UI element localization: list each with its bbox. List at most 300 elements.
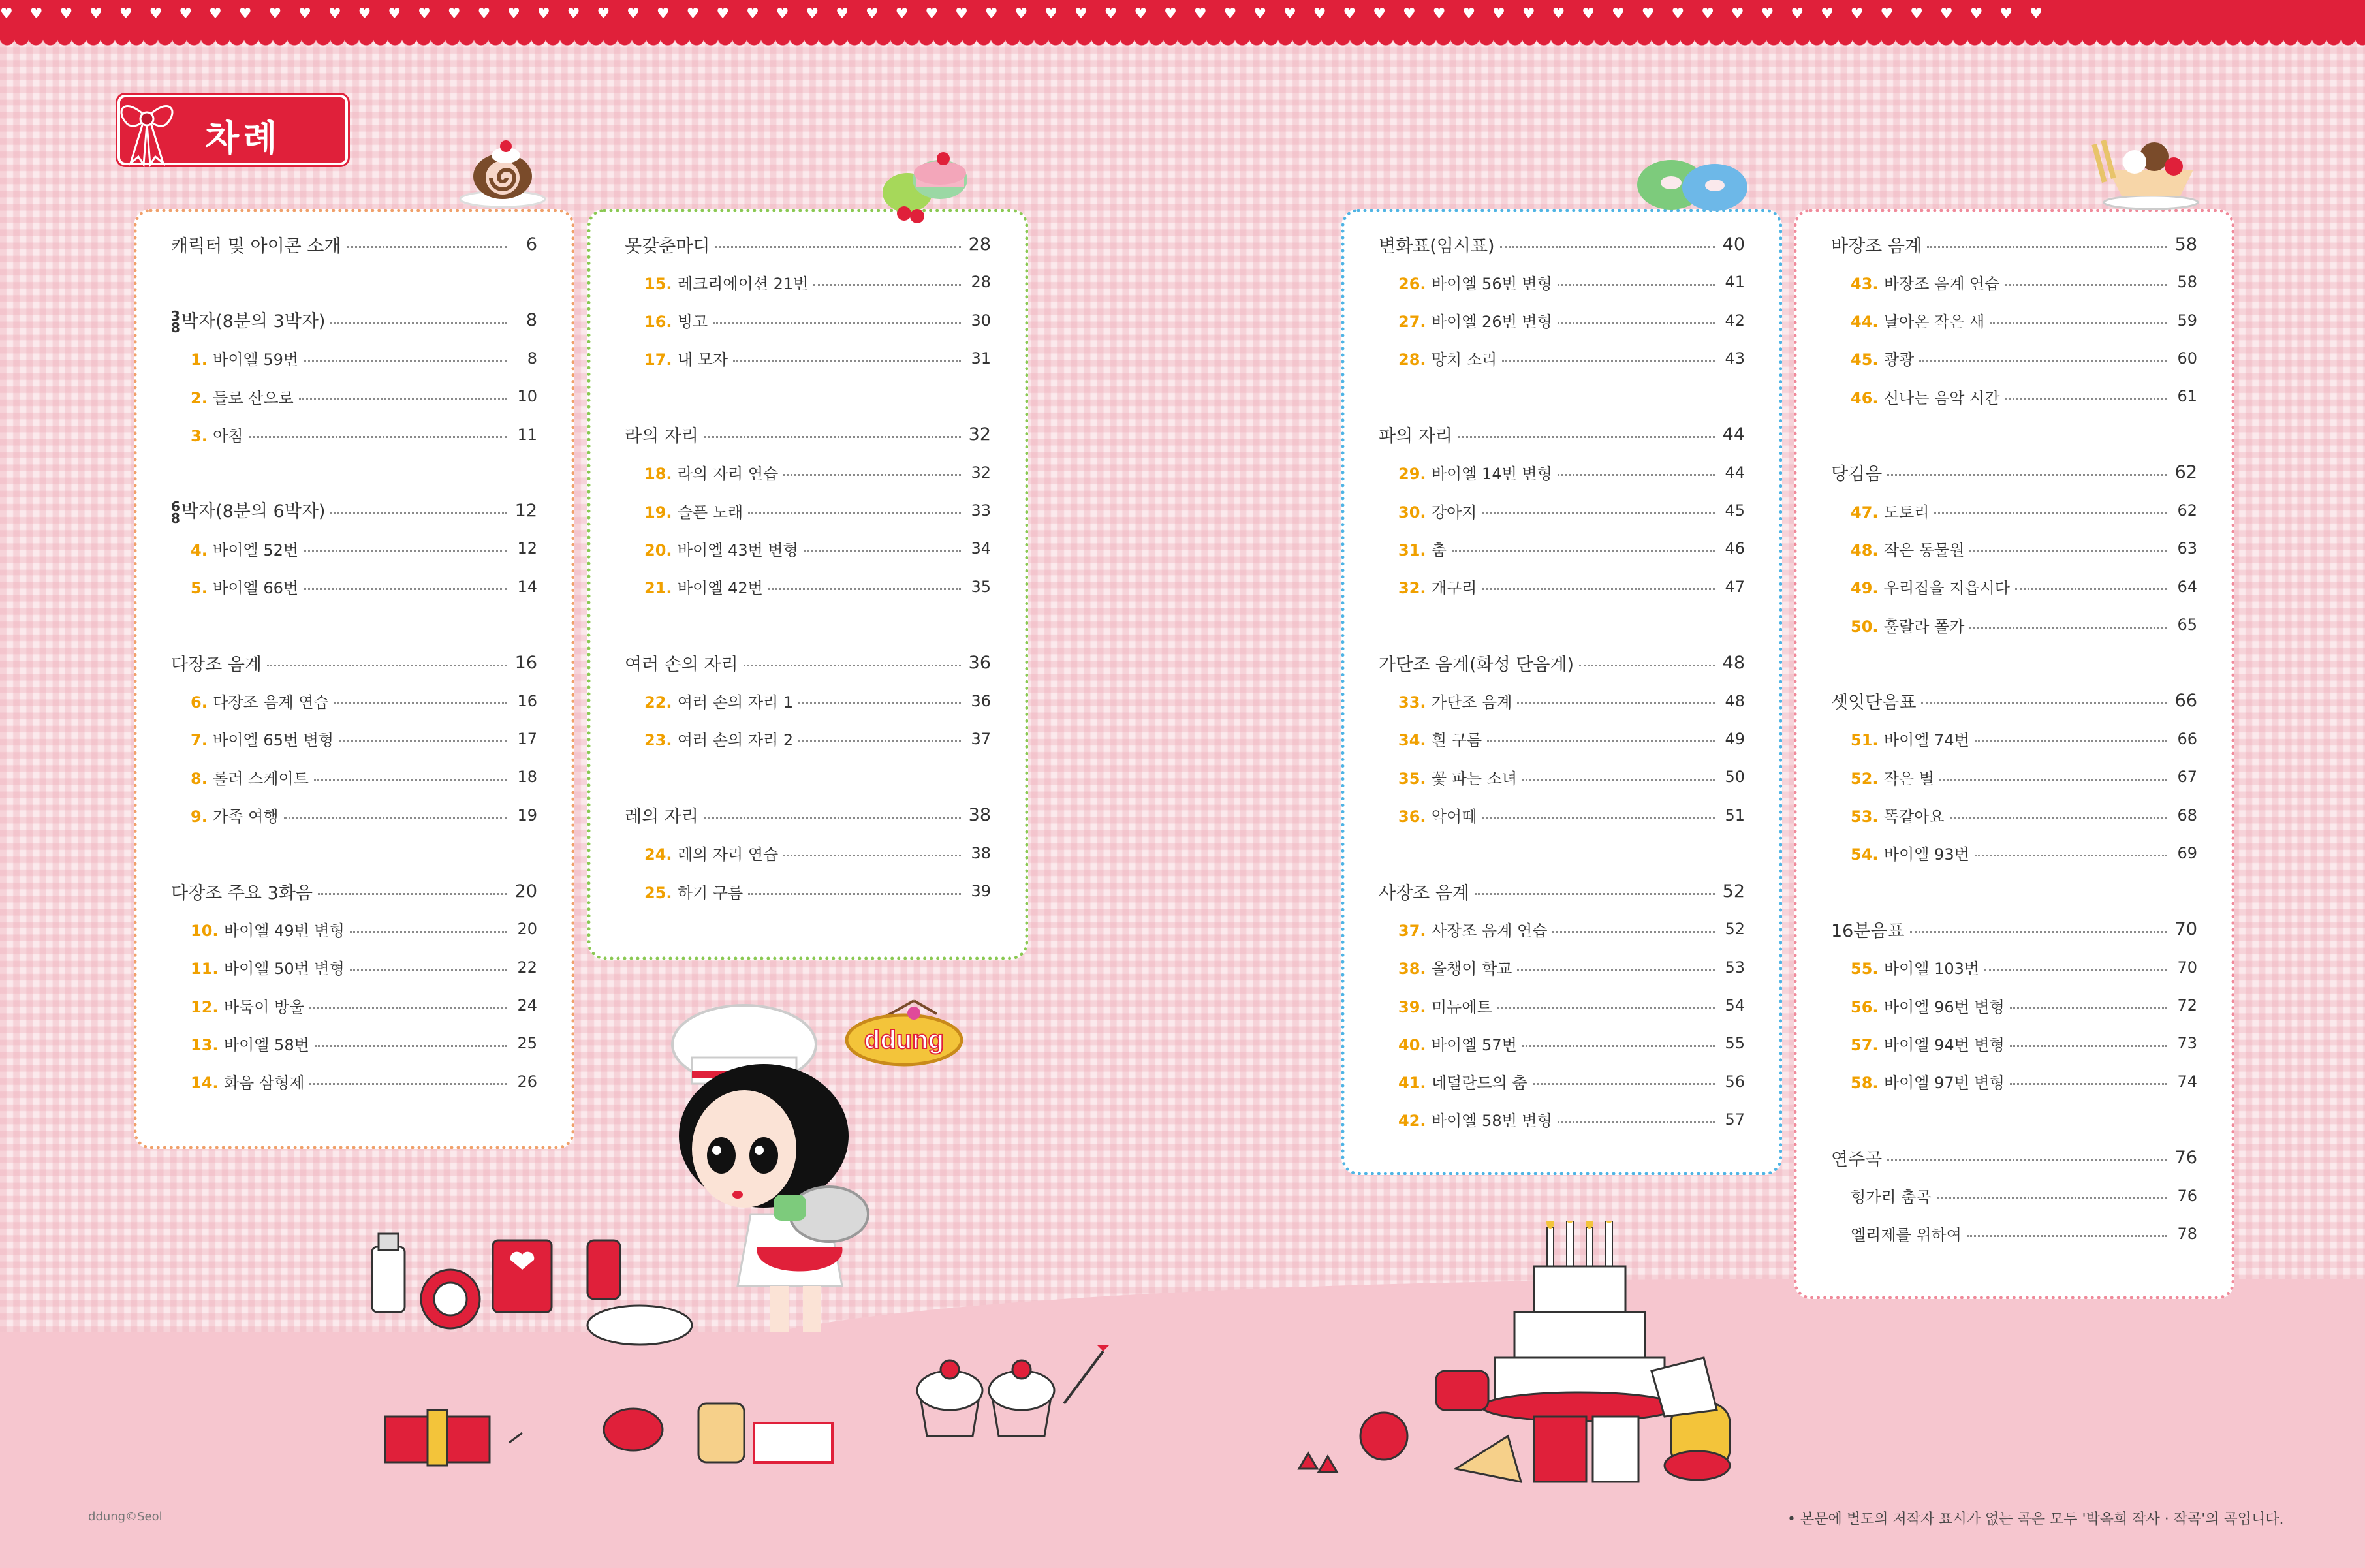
toc-label	[1851, 499, 1929, 522]
footnote: • 본문에 별도의 저작자 표시가 없는 곡은 모두 '박옥희 작사 · 작곡'의 곡입니다.	[1787, 1511, 2284, 1528]
toc-title: 날아온 작은 새	[1883, 313, 1985, 332]
page-number: 76	[2174, 1147, 2197, 1168]
toc-title: 똑같아요	[1883, 808, 1945, 826]
page-number: 26	[517, 1072, 537, 1091]
leader-dots	[1939, 779, 2167, 781]
toc-number: 26.	[1398, 274, 1432, 293]
toc-entry[interactable]	[1398, 728, 1745, 750]
leader-dots	[1517, 969, 1715, 971]
toc-section-heading[interactable]	[1831, 233, 2197, 255]
leader-dots	[1969, 627, 2167, 629]
toc-entry[interactable]	[1398, 309, 1745, 332]
toc-title: 못갖춘마디	[625, 236, 710, 257]
page-number: 59	[2177, 311, 2197, 330]
toc-number: 49.	[1851, 579, 1884, 598]
toc-label	[1831, 917, 1905, 942]
toc-label	[1851, 385, 1999, 408]
toc-entry[interactable]	[191, 385, 537, 407]
page-number: 20	[514, 881, 537, 902]
toc-number: 40.	[1398, 1035, 1432, 1054]
toc-entry[interactable]	[191, 1071, 537, 1093]
toc-label	[191, 575, 298, 598]
toc-entry[interactable]	[1398, 576, 1745, 598]
toc-label	[171, 879, 313, 904]
page-number: 72	[2177, 996, 2197, 1014]
toc-number: 9.	[191, 808, 213, 826]
toc-number: 37.	[1398, 921, 1432, 940]
toc-label	[644, 271, 808, 294]
leader-dots	[330, 322, 507, 324]
leader-dots	[267, 665, 507, 666]
toc-title: 박자(8분의 6박자)	[181, 501, 326, 522]
page-number: 32	[971, 463, 991, 482]
toc-section-heading[interactable]	[171, 233, 537, 255]
toc-entry[interactable]	[1851, 499, 2197, 522]
leader-dots	[315, 1045, 507, 1047]
toc-title: 가단조 음계	[1431, 693, 1512, 712]
toc-label	[1398, 727, 1482, 750]
toc-entry[interactable]	[1851, 347, 2197, 369]
page-number: 35	[971, 577, 991, 596]
toc-label	[625, 650, 738, 676]
toc-label	[644, 727, 793, 750]
toc-entry[interactable]	[1398, 462, 1745, 484]
page-number: 56	[1725, 1072, 1745, 1091]
toc-title: 바이엘 96번 변형	[1883, 997, 2005, 1016]
toc-section-heading[interactable]	[1831, 918, 2197, 940]
toc-title: 가족 여행	[213, 808, 279, 826]
toc-label	[1851, 537, 1964, 560]
toc-label	[1851, 994, 2005, 1017]
toc-number: 4.	[191, 541, 213, 559]
toc-section-heading[interactable]	[1831, 1146, 2197, 1168]
toc-entry[interactable]	[1851, 1071, 2197, 1093]
leader-dots	[304, 588, 507, 590]
toc-label	[1851, 804, 1945, 826]
toc-entry[interactable]	[644, 880, 991, 902]
page-number: 68	[2177, 806, 2197, 824]
toc-entry[interactable]	[1398, 690, 1745, 712]
leader-dots	[748, 893, 961, 895]
toc-entry[interactable]	[191, 766, 537, 788]
page-number: 62	[2177, 501, 2197, 520]
page-number: 48	[1725, 691, 1745, 710]
toc-entry[interactable]	[644, 842, 991, 864]
toc-entry[interactable]	[1398, 347, 1745, 369]
toc-entry[interactable]	[644, 347, 991, 369]
toc-entry[interactable]	[1851, 1032, 2197, 1054]
toc-title: 바이엘 103번	[1883, 960, 1980, 979]
leader-dots	[1558, 474, 1715, 476]
page-number: 24	[517, 996, 537, 1014]
toc-entry[interactable]	[1851, 766, 2197, 788]
leader-dots	[744, 665, 961, 666]
toc-number: 17.	[644, 351, 678, 369]
toc-label	[191, 1032, 309, 1055]
macaron-icon	[878, 140, 976, 225]
page-number: 32	[968, 424, 991, 445]
toc-label	[1398, 347, 1497, 369]
page-number: 38	[971, 843, 991, 862]
toc-number: 56.	[1851, 997, 1884, 1016]
toc-label	[1851, 1070, 2005, 1093]
toc-label	[644, 347, 728, 369]
leader-dots	[813, 284, 961, 286]
toc-label	[171, 232, 341, 257]
page-number: 14	[517, 577, 537, 596]
page-number: 28	[971, 273, 991, 292]
copyright: ddung©Seol	[88, 1510, 163, 1524]
toc-entry[interactable]	[191, 576, 537, 598]
leader-dots	[1522, 1045, 1715, 1047]
toc-title: 캐릭터 및 아이콘 소개	[171, 236, 341, 257]
toc-label	[191, 727, 334, 750]
toc-entry[interactable]	[644, 690, 991, 712]
toc-title: 바이엘 74번	[1883, 731, 1969, 750]
leader-dots	[715, 246, 961, 248]
leader-dots	[1975, 855, 2167, 856]
toc-number: 39.	[1398, 997, 1432, 1016]
toc-title: 바이엘 42번	[677, 579, 763, 598]
toc-title: 우리집을 지읍시다	[1883, 579, 2010, 598]
toc-section-heading[interactable]	[1379, 651, 1745, 674]
toc-entry[interactable]	[1398, 499, 1745, 522]
toc-title: 슬픈 노래	[677, 503, 744, 522]
toc-title: 파의 자리	[1379, 426, 1452, 447]
toc-title: 내 모자	[677, 351, 728, 369]
page-number: 52	[1725, 920, 1745, 939]
page-number: 63	[2177, 539, 2197, 558]
toc-entry[interactable]	[1398, 956, 1745, 979]
toc-panel-4	[1794, 209, 2234, 1299]
toc-title: 셋잇단음표	[1831, 693, 1917, 713]
leader-dots	[1558, 1121, 1715, 1123]
toc-entry[interactable]	[191, 956, 537, 979]
page-number: 36	[971, 691, 991, 710]
toc-entry[interactable]	[644, 499, 991, 522]
toc-label	[191, 385, 294, 408]
toc-title: 다장조 음계 연습	[213, 693, 329, 712]
toc-entry[interactable]	[644, 462, 991, 484]
toc-entry[interactable]	[191, 994, 537, 1016]
leader-dots	[304, 360, 507, 362]
toc-title: 바이엘 43번 변형	[677, 541, 798, 559]
toc-title: 롤러 스케이트	[213, 769, 309, 788]
toc-label	[1398, 804, 1477, 826]
toc-title: 도토리	[1883, 503, 1930, 522]
page-number: 78	[2177, 1224, 2197, 1243]
toc-number: 1.	[191, 351, 213, 369]
toc-label	[1379, 650, 1574, 676]
page-number: 44	[1722, 424, 1745, 445]
toc-section-heading[interactable]	[171, 880, 537, 902]
toc-title: 변화표(임시표)	[1379, 236, 1495, 257]
toc-number: 45.	[1851, 351, 1884, 369]
toc-label	[191, 689, 329, 712]
page-number: 69	[2177, 843, 2197, 862]
toc-label	[1851, 956, 1979, 979]
toc-title: 신나는 음악 시간	[1883, 388, 2000, 407]
toc-title: 아침	[213, 427, 243, 445]
toc-entry[interactable]	[1398, 918, 1745, 940]
leader-dots	[1502, 360, 1715, 362]
toc-number: 31.	[1398, 541, 1432, 559]
toc-entry[interactable]	[1398, 994, 1745, 1016]
toc-label	[644, 537, 798, 560]
toc-label	[1398, 956, 1512, 979]
page-number: 74	[2177, 1072, 2197, 1091]
page-number: 30	[971, 311, 991, 330]
page-number: 50	[1725, 768, 1745, 787]
leader-dots	[1927, 246, 2167, 248]
toc-number: 19.	[644, 503, 678, 522]
leader-dots	[1887, 1159, 2167, 1161]
page-number: 6	[525, 234, 537, 255]
time-signature-top: 3	[171, 308, 180, 324]
toc-title: 바이엘 58번	[223, 1035, 309, 1054]
toc-entry[interactable]	[1851, 1185, 2197, 1207]
toc-entry[interactable]	[1398, 1108, 1745, 1131]
toc-title: 바이엘 58번 변형	[1431, 1112, 1552, 1131]
page-number: 42	[1725, 311, 1745, 330]
toc-number: 46.	[1851, 388, 1884, 407]
page-number: 66	[2177, 729, 2197, 748]
page-number: 70	[2177, 958, 2197, 977]
toc-label	[1851, 271, 1999, 294]
toc-title: 라의 자리	[625, 426, 698, 447]
page-number: 28	[968, 234, 991, 255]
page-number: 76	[2177, 1186, 2197, 1205]
toc-title: 바이엘 52번	[213, 541, 299, 559]
page-number: 34	[971, 539, 991, 558]
toc-section-heading[interactable]	[1831, 462, 2197, 484]
toc-entry[interactable]	[1851, 728, 2197, 750]
leader-dots	[1552, 931, 1715, 933]
toc-title: 당김음	[1831, 464, 1883, 485]
toc-label	[191, 347, 298, 369]
toc-title: 바이엘 59번	[213, 351, 299, 369]
toc-number: 16.	[644, 313, 678, 332]
leader-dots	[1950, 817, 2167, 819]
leader-dots	[748, 512, 961, 514]
toc-entry[interactable]	[1851, 385, 2197, 407]
page-number: 62	[2174, 462, 2197, 483]
toc-number: 22.	[644, 693, 678, 712]
toc-label	[1851, 614, 1964, 636]
toc-entry[interactable]	[1851, 842, 2197, 864]
toc-entry[interactable]	[191, 347, 537, 369]
toc-entry[interactable]	[644, 576, 991, 598]
toc-number: 38.	[1398, 960, 1432, 979]
toc-entry[interactable]	[1851, 956, 2197, 979]
leader-dots	[347, 246, 508, 248]
toc-section-heading[interactable]	[171, 651, 537, 674]
toc-entry[interactable]	[1851, 537, 2197, 559]
toc-number: 41.	[1398, 1074, 1432, 1093]
page-number: 45	[1725, 501, 1745, 520]
toc-label	[1398, 575, 1477, 598]
page-number: 16	[514, 652, 537, 673]
toc-label	[1398, 689, 1512, 712]
leader-dots	[1522, 779, 1715, 781]
toc-section-heading[interactable]	[625, 651, 991, 674]
leader-dots	[2010, 1045, 2167, 1047]
toc-label	[1398, 537, 1447, 560]
page-number: 36	[968, 652, 991, 673]
toc-label	[1851, 766, 1934, 789]
toc-number: 48.	[1851, 541, 1884, 559]
leader-dots	[1500, 246, 1715, 248]
leader-dots	[704, 817, 961, 819]
toc-section-heading[interactable]	[1379, 880, 1745, 902]
toc-entry[interactable]	[644, 309, 991, 332]
toc-entry[interactable]	[1398, 537, 1745, 559]
toc-label	[1379, 232, 1495, 257]
page-number: 48	[1722, 652, 1745, 673]
toc-section-heading[interactable]	[1831, 690, 2197, 712]
toc-entry[interactable]	[1398, 1071, 1745, 1093]
toc-entry[interactable]	[1398, 271, 1745, 293]
toc-label	[1398, 271, 1552, 294]
leader-dots	[1475, 893, 1715, 895]
toc-section-heading[interactable]	[171, 498, 537, 526]
toc-entry[interactable]	[644, 271, 991, 293]
toc-title: 바이엘 97번 변형	[1883, 1074, 2005, 1093]
toc-panel-2	[587, 209, 1028, 960]
toc-title: 바이엘 66번	[213, 579, 299, 598]
toc-title: 미뉴에트	[1431, 997, 1492, 1016]
page-number: 37	[971, 729, 991, 748]
toc-title: 레의 자리	[625, 807, 698, 827]
toc-number: 20.	[644, 541, 678, 559]
toc-title: 다장조 음계	[171, 654, 262, 675]
toc-section-heading[interactable]	[625, 804, 991, 826]
toc-section-heading[interactable]	[171, 308, 537, 336]
toc-label	[191, 804, 279, 826]
kitchen-props-left	[366, 1227, 888, 1475]
toc-number: 2.	[191, 388, 213, 407]
page-number: 55	[1725, 1034, 1745, 1053]
toc-number: 43.	[1851, 274, 1884, 293]
page-number: 43	[1725, 349, 1745, 368]
toc-title: 작은 동물원	[1883, 541, 1965, 559]
toc-label	[1379, 422, 1452, 447]
leader-dots	[704, 436, 961, 438]
leader-dots	[330, 512, 507, 514]
page-number: 31	[971, 349, 991, 368]
toc-entry[interactable]	[1851, 614, 2197, 636]
toc-entry[interactable]	[1398, 804, 1745, 826]
toc-entry[interactable]	[191, 728, 537, 750]
toc-number: 7.	[191, 731, 213, 750]
leader-dots	[339, 740, 507, 742]
toc-entry[interactable]	[191, 690, 537, 712]
toc-label	[644, 461, 778, 484]
toc-label	[1398, 309, 1552, 332]
toc-label	[1831, 460, 1882, 485]
toc-section-heading[interactable]	[1379, 233, 1745, 255]
page-number: 57	[1725, 1110, 1745, 1129]
toc-title: 쾅쾅	[1883, 351, 1915, 369]
toc-entry[interactable]	[191, 424, 537, 446]
leader-dots	[1558, 322, 1715, 324]
toc-entry[interactable]	[191, 1032, 537, 1054]
leader-dots	[309, 1083, 507, 1085]
toc-entry[interactable]	[191, 537, 537, 559]
toc-entry[interactable]	[1398, 1032, 1745, 1054]
toc-entry[interactable]	[1851, 309, 2197, 332]
toc-title: 레의 자리 연습	[677, 845, 779, 864]
toc-number: 55.	[1851, 960, 1884, 979]
toc-section-heading[interactable]	[625, 424, 991, 446]
ribbon-bow-icon	[111, 91, 183, 170]
toc-title: 망치 소리	[1431, 351, 1497, 369]
leader-dots	[350, 931, 507, 933]
leader-dots	[1533, 1083, 1715, 1085]
toc-title: 꽃 파는 소녀	[1431, 769, 1518, 788]
page-number: 33	[971, 501, 991, 520]
toc-entry[interactable]	[644, 728, 991, 750]
toc-number: 34.	[1398, 731, 1432, 750]
toc-label	[1379, 879, 1469, 904]
toc-label	[191, 918, 345, 941]
toc-entry[interactable]	[1851, 271, 2197, 293]
leader-dots	[1482, 817, 1715, 819]
toc-entry[interactable]	[191, 918, 537, 940]
toc-title: 16분음표	[1831, 920, 1905, 941]
toc-section-heading[interactable]	[625, 233, 991, 255]
lace-edge	[0, 38, 2365, 52]
toc-number: 13.	[191, 1035, 224, 1054]
toc-label	[1851, 727, 1969, 750]
time-signature-bottom: 8	[171, 510, 180, 526]
page-number: 12	[514, 500, 537, 521]
leader-dots	[2010, 1007, 2167, 1009]
toc-entry[interactable]	[1398, 766, 1745, 788]
page-number: 8	[525, 310, 537, 331]
toc-entry[interactable]	[1851, 1223, 2197, 1245]
toc-entry[interactable]	[191, 804, 537, 826]
toc-label	[644, 575, 763, 598]
toc-entry[interactable]	[1851, 994, 2197, 1016]
leader-dots	[798, 702, 961, 704]
toc-number: 29.	[1398, 465, 1432, 484]
toc-label	[191, 1070, 304, 1093]
page-number: 19	[517, 806, 537, 824]
toc-label	[1851, 575, 2010, 598]
toc-entry[interactable]	[1851, 576, 2197, 598]
toc-label	[191, 956, 345, 979]
page-number: 58	[2174, 234, 2197, 255]
toc-number: 10.	[191, 921, 224, 940]
leader-dots	[1482, 512, 1715, 514]
toc-number: 58.	[1851, 1074, 1884, 1093]
leader-dots	[1452, 550, 1715, 552]
toc-label	[644, 841, 778, 864]
page-number: 12	[517, 539, 537, 558]
time-signature-bottom: 8	[171, 320, 180, 336]
toc-section-heading[interactable]	[1379, 424, 1745, 446]
toc-number: 28.	[1398, 351, 1432, 369]
leader-dots	[768, 588, 961, 590]
toc-entry[interactable]	[1851, 804, 2197, 826]
toc-entry[interactable]	[644, 537, 991, 559]
page-number: 60	[2177, 349, 2197, 368]
leader-dots	[314, 779, 507, 781]
page-number: 53	[1725, 958, 1745, 977]
toc-title: 들로 산으로	[213, 388, 294, 407]
toc-title: 바이엘 14번 변형	[1431, 465, 1552, 484]
